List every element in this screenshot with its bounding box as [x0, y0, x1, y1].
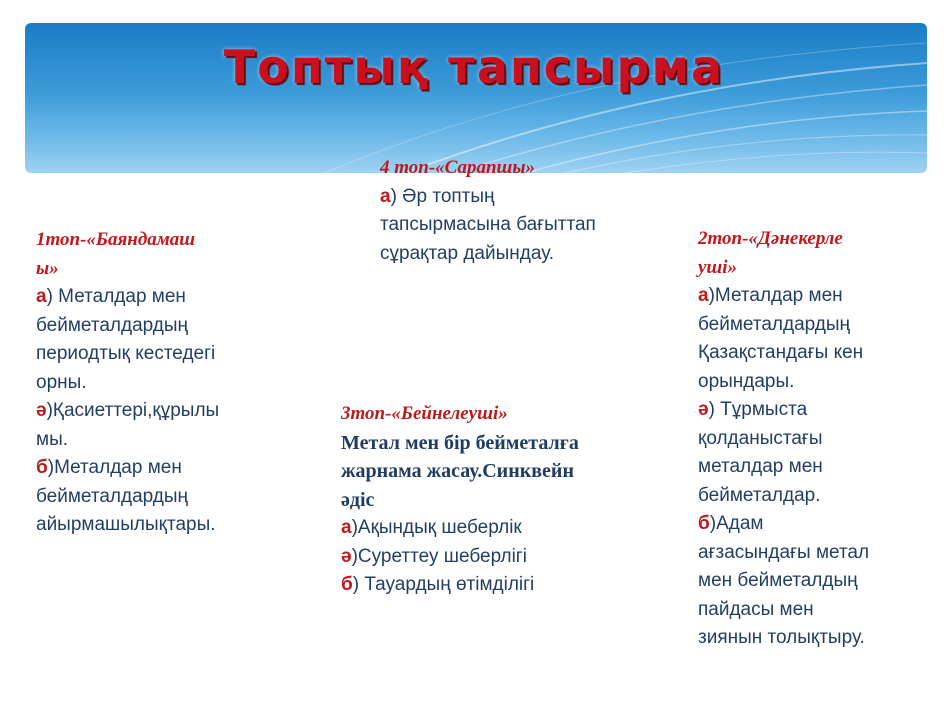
group-3-line: а)Ақындық шеберлік [341, 517, 522, 538]
group-3-heading: 3топ-«Бейнелеуші» [341, 403, 508, 424]
group-2-heading: 2топ-«Дәнекерле [698, 228, 843, 249]
group-3-line: б) Тауардың өтімділігі [341, 574, 535, 595]
group-1-line: орны. [36, 371, 87, 393]
group-1-line: бейметалдардың [36, 314, 189, 336]
group-1-line: а) Металдар мен [36, 286, 186, 307]
group-1-line: периодтық кестедегі [36, 343, 216, 364]
group-2-line: бейметалдар. [698, 484, 821, 506]
group-2-block [698, 225, 869, 653]
group-1-block [36, 226, 219, 540]
group-2-line: зиянын толықтыру. [698, 627, 865, 648]
slide-title: Топтық тапсырма [223, 40, 725, 94]
group-1-heading: 1топ-«Баяндамаш [36, 229, 196, 250]
group-2-line: қолданыстағы [698, 427, 823, 449]
group-3-line: ә)Суреттеу шеберлігі [341, 545, 527, 567]
group-2-heading-cont: уші» [698, 256, 738, 278]
group-1-line: б)Металдар мен [36, 457, 182, 478]
group-4-block [380, 154, 596, 268]
group-2-line: ағзасындағы метал [698, 541, 870, 563]
group-4-line: а) Әр топтың [380, 185, 495, 207]
group-1-line: бейметалдардың [36, 485, 189, 507]
group-2-line: орындары. [698, 370, 795, 392]
group-1-line: мы. [36, 428, 68, 450]
group-2-line: бейметалдардың [698, 313, 851, 335]
group-3-task: жарнама жасау.Синквейн [341, 460, 574, 482]
group-3-task: әдіс [341, 488, 375, 511]
group-1-line: ә)Қасиеттері,құрылы [36, 400, 220, 421]
group-3-task: Метал мен бір бейметалға [341, 431, 579, 454]
group-3-block [341, 400, 579, 600]
group-4-heading: 4 топ-«Сарапшы» [380, 157, 536, 178]
group-2-line: мен бейметалдың [698, 570, 858, 591]
group-2-line: ә) Тұрмыста [698, 399, 808, 420]
group-2-line: металдар мен [698, 456, 823, 477]
group-4-line: сұрақтар дайындау. [380, 242, 555, 264]
group-1-heading-cont: ы» [36, 257, 59, 279]
group-2-line: б)Адам [698, 513, 764, 534]
group-2-line: а)Металдар мен [698, 285, 843, 306]
group-2-line: Қазақстандағы кен [698, 342, 864, 363]
group-4-line: тапсырмасына бағыттап [380, 214, 596, 235]
group-1-line: айырмашылықтары. [36, 514, 216, 535]
group-2-line: пайдасы мен [698, 598, 814, 620]
